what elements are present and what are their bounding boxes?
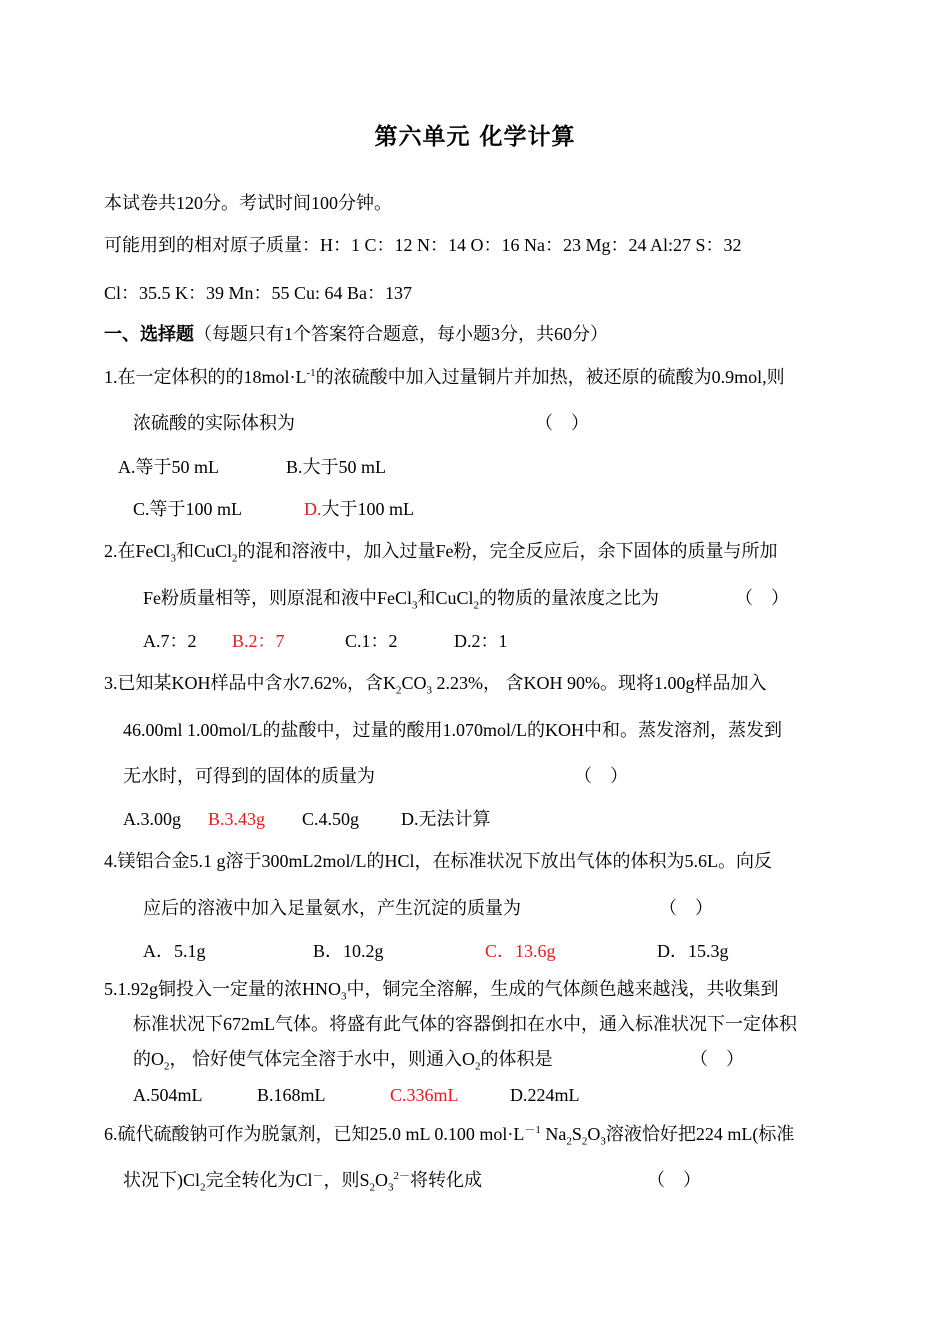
question-5-line-2: 标准状况下672mL气体。将盛有此气体的容器倒扣在水中，通入标准状况下一定体积: [133, 1014, 797, 1034]
section-note: （每题只有1个答案符合题意，每小题3分，共60分）: [194, 324, 608, 344]
q5-option-a: A.504mL: [133, 1085, 203, 1105]
question-1-line-1: 1.在一定体积的的$18mol\cdot L^{-1}$的浓硫酸中加入过量铜片并加热，被还原的硫酸为0.9mol,则: [104, 367, 785, 387]
q2-option-b: B.2：7: [232, 631, 285, 651]
answer-blank-2: （ ）: [735, 588, 789, 608]
question-3-line-1: 3.已知某KOH样品中含水7.62%，含$K_2CO_3$ 2.23%， 含KOH 90%。现将1.00g样品加入: [104, 673, 767, 697]
q3-option-d: D.无法计算: [401, 809, 491, 829]
question-6-line-1: 6.硫代硫酸钠可作为脱氯剂，已知25.0 mL 0.100 $mol\cdot L^{-1}$ $Na_2S_2O_3$溶液恰好把224 mL(标准: [104, 1124, 795, 1148]
exam-info: 本试卷共120分。考试时间100分钟。: [104, 193, 392, 213]
question-4-line-1: 4.镁铝合金5.1 g溶于300mL2mol/L的HCl，在标准状况下放出气体的体积为5.6L。向反: [104, 851, 772, 871]
question-6-line-2: 状况下)$Cl_2$完全转化为Cl－，则$S_2O_3^{2-}$将转化成: [123, 1170, 483, 1194]
q5-option-c: C.336mL: [390, 1085, 459, 1105]
question-5-line-1: 5.1.92g铜投入一定量的浓$HNO_3$中，铜完全溶解，生成的气体颜色越来越浅，共收集到: [104, 979, 779, 1003]
question-1-line-2: 浓硫酸的实际体积为: [133, 413, 295, 433]
q3-option-b: B.3.43g: [208, 809, 266, 829]
question-2-line-1: 2.在FeCl$_3$和CuCl$_2$的混和溶液中，加入过量Fe粉，完全反应后，余下固体的质量与所加: [104, 541, 778, 565]
q2-option-c: C.1：2: [345, 631, 398, 651]
q3-option-a: A.3.00g: [123, 809, 181, 829]
q4-option-a: A．5.1g: [143, 941, 206, 961]
q1-option-d: D.大于100 mL: [304, 499, 414, 519]
question-3-line-3: 无水时，可得到的固体的质量为: [123, 766, 375, 786]
q2-option-a: A.7：2: [143, 631, 197, 651]
page-title: 第六单元 化学计算: [374, 124, 576, 150]
question-4-line-2: 应后的溶液中加入足量氨水，产生沉淀的质量为: [143, 898, 521, 918]
section-heading-row: [104, 323, 608, 345]
answer-blank-4: （ ）: [659, 898, 713, 918]
q5-option-d: D.224mL: [510, 1085, 580, 1105]
q2-option-d: D.2：1: [454, 631, 508, 651]
q4-option-b: B．10.2g: [313, 941, 384, 961]
question-2-line-2: Fe粉质量相等，则原混和液中FeCl$_3$和CuCl$_2$的物质的量浓度之比为: [143, 588, 660, 612]
q1-option-a: A.等于50 mL: [118, 457, 219, 477]
q3-option-c: C.4.50g: [302, 809, 360, 829]
q1-answer-letter: D.: [304, 499, 322, 519]
answer-blank-3: （ ）: [574, 766, 628, 786]
atomic-mass-line-2: Cl：35.5 K：39 Mn：55 Cu: 64 Ba：137: [104, 283, 413, 303]
section-heading: 一、选择题: [104, 324, 194, 344]
q5-option-b: B.168mL: [257, 1085, 326, 1105]
question-3-line-2: 46.00ml 1.00mol/L的盐酸中，过量的酸用1.070mol/L的KOH中和。蒸发溶剂，蒸发到: [123, 720, 782, 740]
q4-option-c: C．13.6g: [485, 941, 556, 961]
question-5-line-3: 的$O_2$， 恰好使气体完全溶于水中，则通入$O_2$的体积是: [133, 1049, 553, 1073]
q1-option-c: C.等于100 mL: [133, 499, 243, 519]
q4-option-d: D．15.3g: [657, 941, 729, 961]
atomic-mass-line-1: 可能用到的相对原子质量：H：1 C：12 N：14 O：16 Na：23 Mg：24 Al:27 S：32: [104, 235, 742, 255]
answer-blank-1: （ ）: [535, 413, 589, 433]
q1-option-b: B.大于50 mL: [286, 457, 387, 477]
answer-blank-5: （ ）: [690, 1049, 744, 1069]
answer-blank-6: （ ）: [647, 1170, 701, 1190]
